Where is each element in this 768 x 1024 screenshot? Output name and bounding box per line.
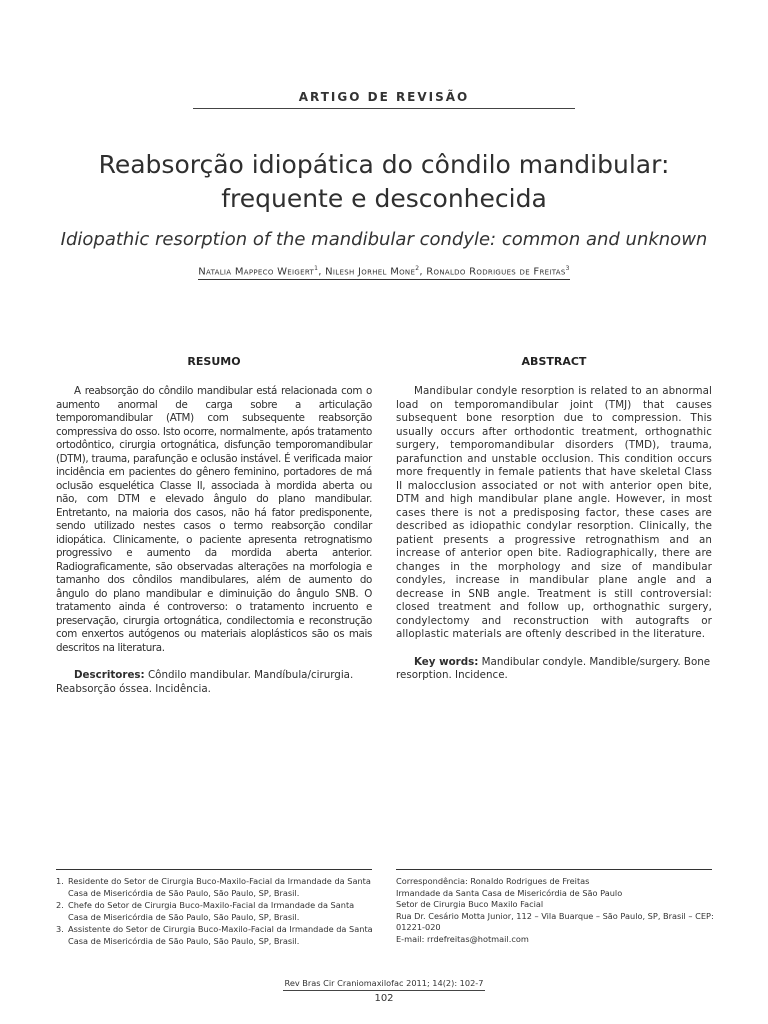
abstract-keywords (396, 656, 712, 683)
author-affiliation-mark: 3 (565, 265, 570, 272)
abstract-section (396, 355, 712, 683)
footnote-number: 3. (56, 924, 64, 934)
correspondence-divider (396, 869, 712, 870)
author-separator: , (419, 266, 427, 278)
author-line (198, 265, 569, 280)
section-label: ARTIGO DE REVISÃO (298, 90, 470, 104)
article-title-pt (60, 148, 708, 216)
footnote-list (56, 876, 376, 948)
correspondence-department: Setor de Cirurgia Buco Maxilo Facial (396, 899, 544, 909)
article-title-pt-line2: frequente e desconhecida (221, 184, 547, 213)
footnote-number: 2. (56, 900, 64, 910)
author-list (60, 265, 708, 280)
abstract-keywords-text: Mandibular condyle. Mandible/surgery. Bone resorption. Incidence. (396, 655, 711, 681)
abstract-heading: ABSTRACT (521, 355, 587, 368)
footer-divider (283, 990, 485, 991)
abstract-keywords-label: Key words: (414, 655, 479, 668)
resumo-keywords (56, 669, 372, 696)
resumo-keywords-label: Descritores: (74, 669, 145, 681)
section-divider (193, 108, 575, 109)
correspondence-email[interactable]: E-mail: rrdefreitas@hotmail.com (396, 933, 529, 944)
footnote-item (56, 876, 376, 899)
author-name: Nilesh Jorhel Mone (325, 266, 416, 278)
footnote-text: Chefe do Setor de Cirurgia Buco-Maxilo-Facial da Irmandade da Santa Casa de Misericórdia de São Paulo, São Paulo, SP, Brasil. (68, 900, 355, 922)
author-separator: , (318, 266, 326, 278)
page-number: 102 (374, 993, 394, 1004)
author-affiliation-mark: 1 (314, 265, 319, 272)
footnote-divider (56, 869, 372, 870)
author-name: Natalia Mappeco Weigert (198, 266, 315, 278)
author-name: Ronaldo Rodrigues de Freitas (426, 266, 566, 278)
resumo-heading: RESUMO (187, 355, 241, 368)
footnote-item (56, 900, 376, 923)
correspondence-address: Rua Dr. Cesário Motta Junior, 112 – Vila Buarque – São Paulo, SP, Brasil – CEP: 01221-020 (396, 910, 714, 932)
footnote-item (56, 924, 376, 947)
abstract-text: Mandibular condyle resorption is related to an abnormal load on temporomandibular joint (TMJ) that causes subsequent bone resorption due to compression. This usually occurs after orthodontic treatment, orthognathic surgery, temporomandibular disorders (TMD), trauma, parafunction and unstable occlusion. This condition occurs more frequently in female patients that have skeletal Class II malocclusion associated or not with anterior open bite, DTM and high mandibular plane angle. However, in most cases there is not a predisposing factor, these cases are described as idiopathic condylar resorption. Clinically, the patient presents a progressive retrognathism and an increase of anterior open bite. Radiographically, there are changes in the morphology and size of mandibular condyles, increase in mandibular plane angle and a decrease in SNB angle. Treatment is still controversial: closed treatment and follow up, orthognathic surgery, condylectomy and reconstruction with autografts or alloplastic materials are oftenly described in the literature. (396, 385, 712, 640)
resumo-section (56, 355, 372, 696)
resumo-keywords-text: Côndilo mandibular. Mandíbula/cirurgia. Reabsorção óssea. Incidência. (56, 669, 354, 695)
correspondence-institution: Irmandade da Santa Casa de Misericórdia de São Paulo (396, 887, 623, 898)
footnote-text: Residente do Setor de Cirurgia Buco-Maxilo-Facial da Irmandade da Santa Casa de Misericórdia de São Paulo, São Paulo, SP, Brasil. (68, 876, 371, 898)
correspondence-name: Correspondência: Ronaldo Rodrigues de Freitas (396, 876, 590, 886)
author-affiliation-mark: 2 (415, 265, 420, 272)
article-title-en: Idiopathic resorption of the mandibular condyle: common and unknown (60, 229, 708, 250)
journal-reference: Rev Bras Cir Craniomaxilofac 2011; 14(2): 102-7 (284, 978, 484, 988)
resumo-text: A reabsorção do côndilo mandibular está relacionada com o aumento anormal de carga sobre a articulação temporomandibular (ATM) com subsequente reabsorção compressiva do osso. Isto ocorre, normalmente, após tratamento ortodôntico, cirurgia ortognática, disfunção temporomandibular (DTM), trauma, parafunção e oclusão instável. É verificada maior incidência em pacientes do gênero feminino, portadores de má oclusão esquelética Classe II, associada à mordida aberta ou não, com DTM e elevado ângulo do plano mandibular. Entretanto, na maioria dos casos, não há fator predisponente, sendo utilizado nestes casos o termo reabsorção condilar idiopática. Clinicamente, o paciente apresenta retrognatismo progressivo e aumento da mordida aberta anterior. Radiograficamente, são observadas alterações na morfologia e tamanho dos côndilos mandibulares, além de aumento do ângulo do plano mandibular e diminuição do ângulo SNB. O tratamento ainda é controverso: o tratamento incruento e preservação, cirurgia ortognática, condilectomia e reconstrução com enxertos autógenos ou materiais aloplásticos são os mais descritos na literatura. (56, 385, 372, 654)
footnote-number: 1. (56, 876, 64, 886)
correspondence-block (396, 876, 716, 945)
article-title-pt-line1: Reabsorção idiopática do côndilo mandibular: (98, 150, 670, 179)
footnote-text: Assistente do Setor de Cirurgia Buco-Maxilo-Facial da Irmandade da Santa Casa de Misericórdia de São Paulo, São Paulo, SP, Brasil. (68, 924, 373, 946)
